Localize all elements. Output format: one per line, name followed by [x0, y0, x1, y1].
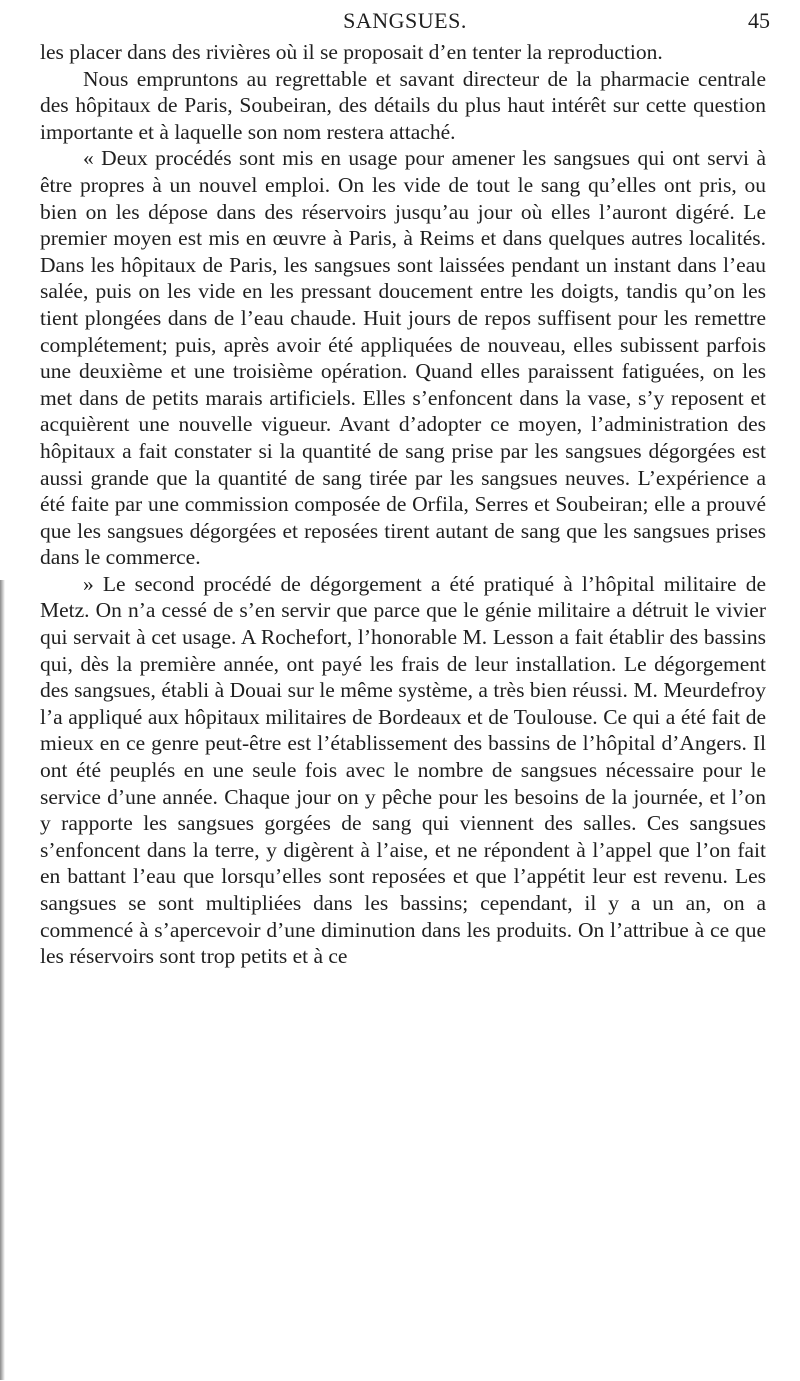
paragraph-soubeiran-intro: Nous empruntons au regrettable et savant directeur de la pharmacie centrale des hôpitaux de Paris, Soubeiran, des détails du plus haut intérêt sur cette question importante et à laquelle son nom restera attaché.	[40, 66, 766, 144]
paragraph-quote-second-method: » Le second procédé de dégorgement a été pratiqué à l’hôpital militaire de Metz. On n’a cessé de s’en servir que parce que le génie militaire a détruit le vivier qui servait à cet usage. A Rochefort, l’honorable M. Lesson a fait établir des bassins qui, dès la première année, ont payé les frais de leur installation. Le dégorgement des sangsues, établi à Douai sur le même système, a très bien réussi. M. Meurdefroy l’a appliqué aux hôpitaux militaires de Bordeaux et de Toulouse. Ce qui a été fait de mieux en ce genre peut-être est l’établissement des bassins de l’hôpital d’Angers. Il ont été peuplés en une seule fois avec le nombre de sangsues nécessaire pour le service d’une année. Chaque jour on y pêche pour les besoins de la journée, et l’on y rapporte les sangsues gorgées de sang qui viennent des salles. Ces sangsues s’enfoncent dans la terre, y digèrent à l’aise, et ne répondent à l’appel que l’on fait en battant l’eau que lorsqu’elles sont reposées et que l’appétit leur est revenu. Les sangsues se sont multipliées dans les bassins; cependant, il y a un an, on a commencé à s’apercevoir d’une diminution dans les produits. On l’attribue à ce que les réservoirs sont trop petits et à ce	[40, 571, 766, 969]
running-title: SANGSUES.	[343, 8, 467, 33]
page-edge-shadow	[0, 580, 5, 1380]
page-number: 45	[748, 8, 770, 33]
paragraph-quote-first-method: « Deux procédés sont mis en usage pour amener les sangsues qui ont servi à être propres à un nouvel emploi. On les vide de tout le sang qu’elles ont pris, ou bien on les dépose dans des réservoirs jusqu’au jour où elles l’auront digéré. Le premier moyen est mis en œuvre à Paris, à Reims et dans quelques autres localités. Dans les hôpitaux de Paris, les sangsues sont laissées pendant un instant dans l’eau salée, puis on les vide en les pressant doucement entre les doigts, tandis qu’on les tient plongées dans de l’eau chaude. Huit jours de repos suffisent pour les remettre complétement; puis, après avoir été appliquées de nouveau, elles subissent parfois une deuxième et une troisième opération. Quand elles paraissent fatiguées, on les met dans de petits marais artificiels. Elles s’enfoncent dans la vase, s’y reposent et acquièrent une nouvelle vigueur. Avant d’adopter ce moyen, l’administration des hôpitaux a fait constater si la quantité de sang prise par les sangsues dégorgées est aussi grande que la quantité de sang tirée par les sangsues neuves. L’expérience a été faite par une commission composée de Orfila, Serres et Soubeiran; elle a prouvé que les sangsues dégorgées et reposées tirent autant de sang que les sangsues prises dans le commerce.	[40, 146, 766, 570]
page-header	[40, 6, 770, 36]
paragraph-continuation: les placer dans des rivières où il se proposait d’en tenter la reproduction.	[40, 40, 663, 64]
body-text	[40, 39, 766, 970]
